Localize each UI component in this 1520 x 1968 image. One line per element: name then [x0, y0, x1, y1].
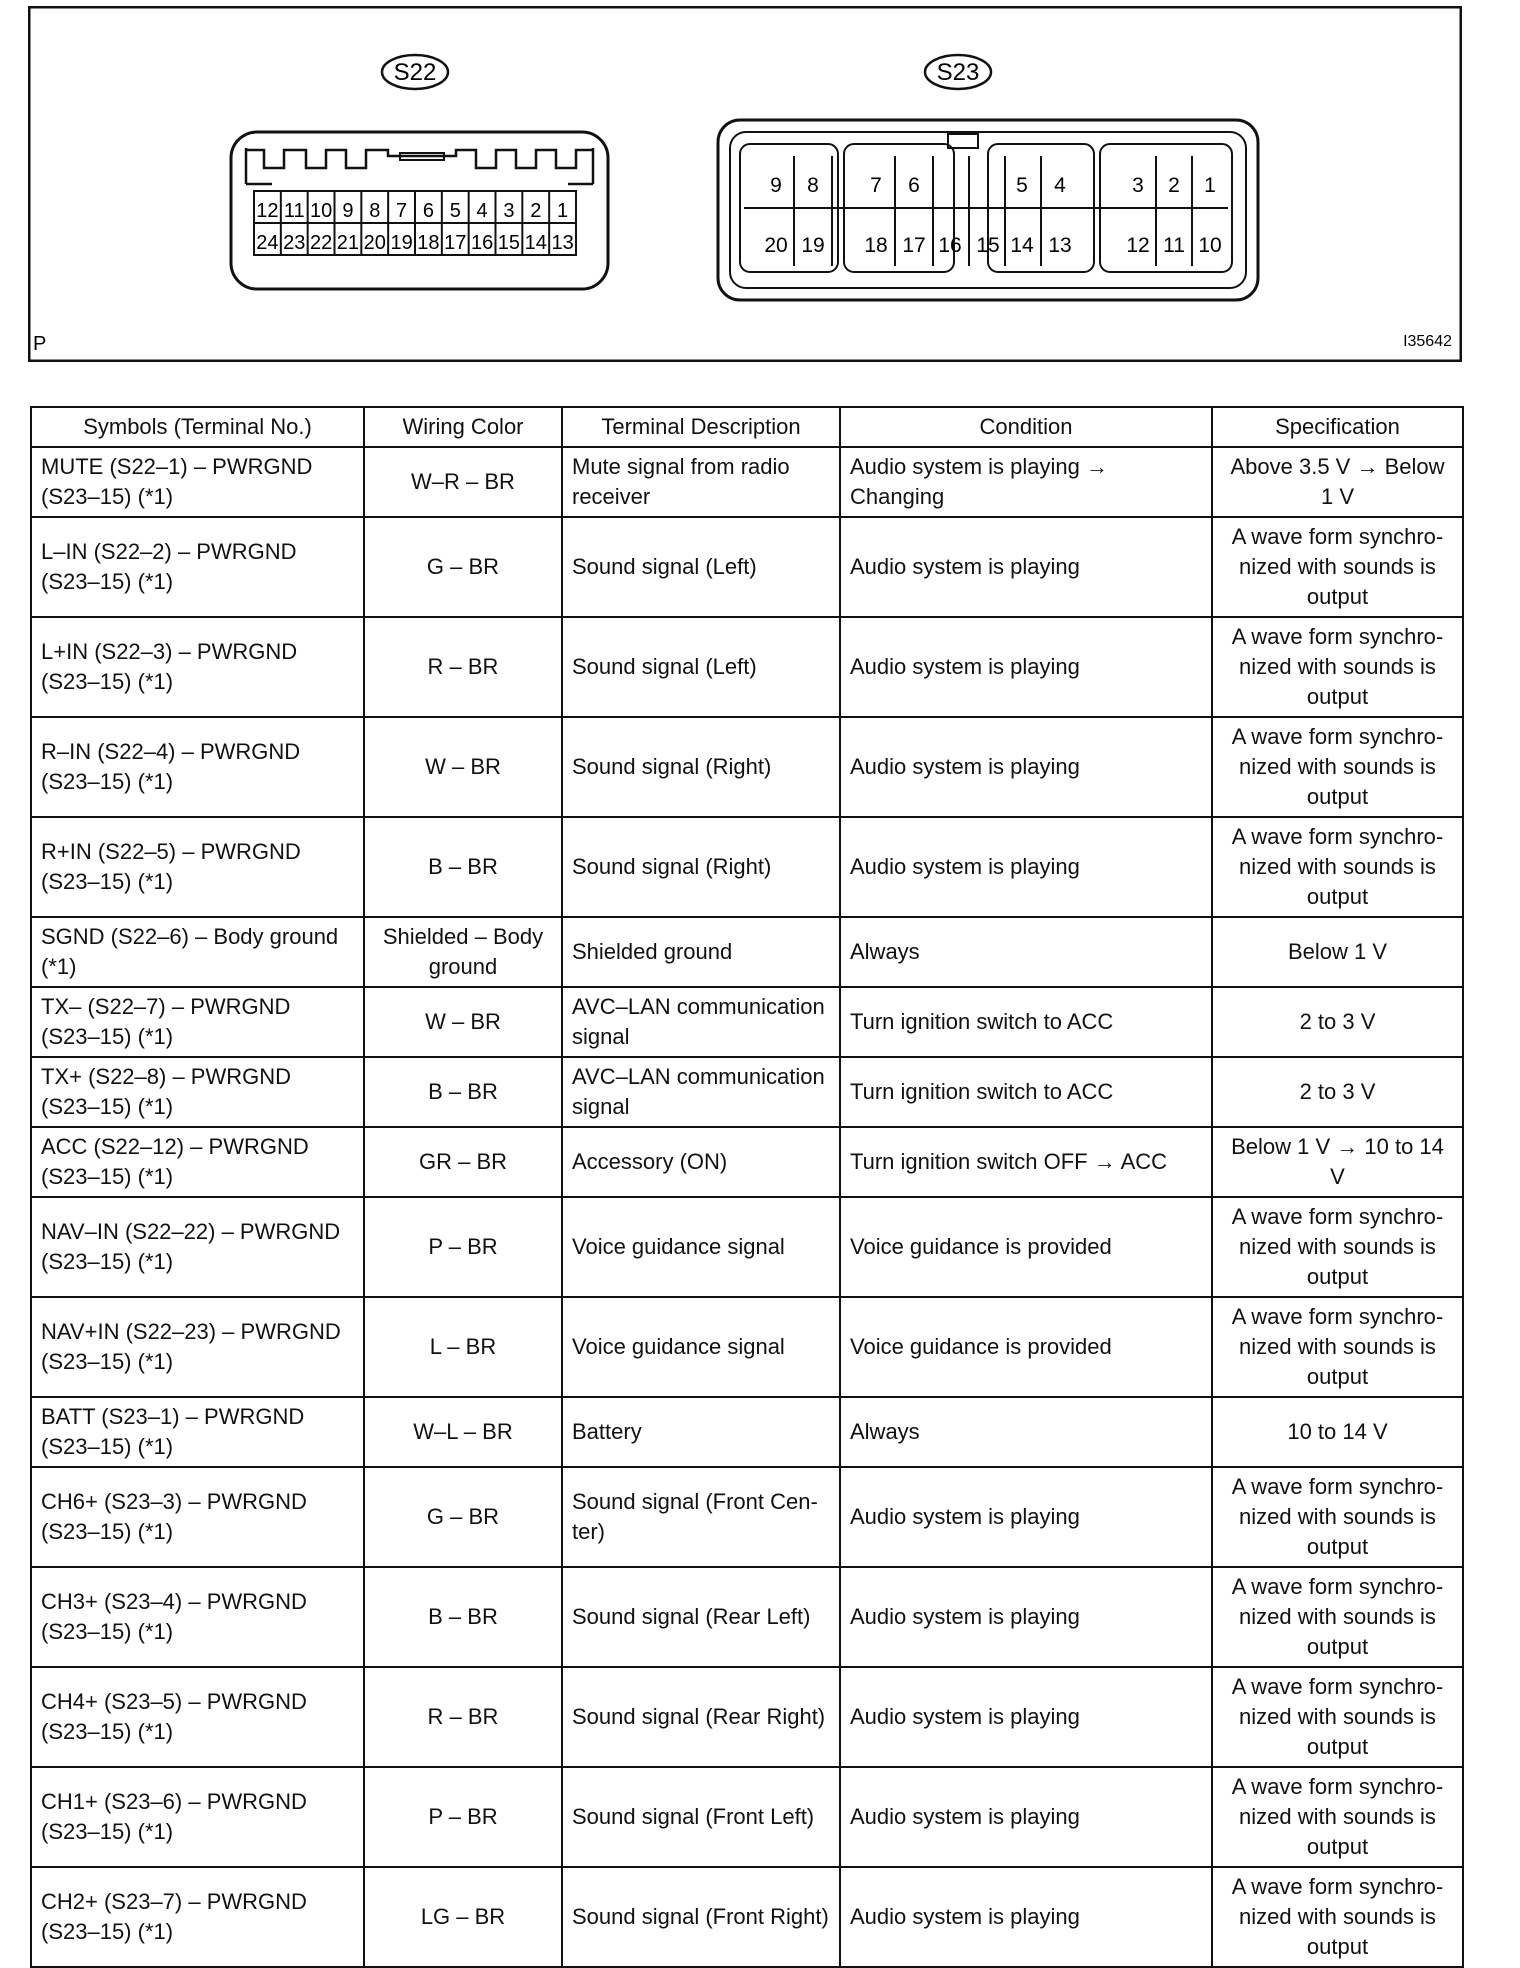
table-cell-condition: Always: [840, 1397, 1212, 1467]
header-condition: Condition: [840, 407, 1212, 447]
pin-label: 2: [1168, 174, 1180, 197]
table-cell-symbol: BATT (S23–1) – PWRGND (S23–15) (*1): [31, 1397, 364, 1467]
table-cell-description: Sound signal (Front Cen-ter): [562, 1467, 840, 1567]
table-cell-wiring-color: P – BR: [364, 1767, 562, 1867]
table-cell-description: AVC–LAN communication signal: [562, 987, 840, 1057]
pin-label: 9: [770, 174, 782, 197]
pin-label: 20: [764, 234, 788, 257]
table-cell-symbol: CH2+ (S23–7) – PWRGND (S23–15) (*1): [31, 1867, 364, 1967]
pin-label: 3: [1132, 174, 1144, 197]
table-cell-wiring-color: L – BR: [364, 1297, 562, 1397]
table-cell-wiring-color: LG – BR: [364, 1867, 562, 1967]
table-cell-condition: Audio system is playing: [840, 1667, 1212, 1767]
table-row: [31, 1127, 1463, 1197]
table-row: [31, 1767, 1463, 1867]
header-terminal-description: Terminal Description: [562, 407, 840, 447]
table-cell-symbol: TX– (S22–7) – PWRGND (S23–15) (*1): [31, 987, 364, 1057]
header-specification: Specification: [1212, 407, 1463, 447]
table-cell-condition: Voice guidance is provided: [840, 1297, 1212, 1397]
table-cell-specification: Below 1 V: [1212, 917, 1463, 987]
table-cell-condition: Audio system is playing: [840, 717, 1212, 817]
table-cell-wiring-color: R – BR: [364, 1667, 562, 1767]
pin-label: 9: [342, 200, 354, 222]
table-row: [31, 917, 1463, 987]
table-row: [31, 717, 1463, 817]
connector-diagram: [28, 6, 1462, 362]
table-cell-specification: A wave form synchro-nized with sounds is output: [1212, 1297, 1463, 1397]
pin-label: 22: [309, 232, 333, 254]
table-row: [31, 1057, 1463, 1127]
pin-label: 6: [908, 174, 920, 197]
table-cell-specification: 2 to 3 V: [1212, 1057, 1463, 1127]
table-cell-symbol: R+IN (S22–5) – PWRGND (S23–15) (*1): [31, 817, 364, 917]
pin-label: 10: [1198, 234, 1222, 257]
table-cell-specification: A wave form synchro-nized with sounds is output: [1212, 1667, 1463, 1767]
table-cell-description: Accessory (ON): [562, 1127, 840, 1197]
table-cell-specification: A wave form synchro-nized with sounds is output: [1212, 617, 1463, 717]
pin-label: 12: [1126, 234, 1150, 257]
table-row: [31, 1197, 1463, 1297]
s22-connector: [231, 132, 608, 289]
table-row: [31, 1567, 1463, 1667]
table-cell-specification: A wave form synchro-nized with sounds is output: [1212, 1767, 1463, 1867]
table-cell-wiring-color: W–L – BR: [364, 1397, 562, 1467]
table-cell-condition: Always: [840, 917, 1212, 987]
table-cell-wiring-color: W – BR: [364, 987, 562, 1057]
table-row: [31, 617, 1463, 717]
table-cell-description: AVC–LAN communication signal: [562, 1057, 840, 1127]
pin-label: 10: [309, 200, 333, 222]
table-cell-condition: Turn ignition switch to ACC: [840, 1057, 1212, 1127]
table-cell-specification: Above 3.5 V → Below 1 V: [1212, 447, 1463, 517]
figure-id: I35642: [1403, 333, 1452, 350]
pin-label: 3: [503, 200, 515, 222]
pin-label: 1: [557, 200, 569, 222]
table-row: [31, 817, 1463, 917]
pin-label: 17: [902, 234, 926, 257]
table-cell-condition: Turn ignition switch OFF → ACC: [840, 1127, 1212, 1197]
pin-label: 14: [1010, 234, 1034, 257]
header-wiring-color: Wiring Color: [364, 407, 562, 447]
table-cell-condition: Audio system is playing: [840, 817, 1212, 917]
table-cell-description: Sound signal (Rear Right): [562, 1667, 840, 1767]
s23-connector: [718, 120, 1258, 300]
table-row: [31, 1467, 1463, 1567]
pin-label: 1: [1204, 174, 1216, 197]
table-cell-specification: A wave form synchro-nized with sounds is output: [1212, 717, 1463, 817]
pin-label: 13: [551, 232, 574, 254]
pin-label: 12: [256, 200, 279, 222]
pin-label: 14: [524, 232, 547, 254]
table-cell-symbol: NAV–IN (S22–22) – PWRGND (S23–15) (*1): [31, 1197, 364, 1297]
table-cell-description: Sound signal (Right): [562, 717, 840, 817]
table-cell-symbol: TX+ (S22–8) – PWRGND (S23–15) (*1): [31, 1057, 364, 1127]
table-cell-description: Shielded ground: [562, 917, 840, 987]
pin-label: 18: [417, 232, 440, 254]
pin-label: 4: [1054, 174, 1066, 197]
table-cell-symbol: CH4+ (S23–5) – PWRGND (S23–15) (*1): [31, 1667, 364, 1767]
table-cell-wiring-color: B – BR: [364, 817, 562, 917]
table-cell-symbol: CH1+ (S23–6) – PWRGND (S23–15) (*1): [31, 1767, 364, 1867]
table-cell-description: Battery: [562, 1397, 840, 1467]
s23-label: S23: [936, 59, 980, 86]
figure-code: P: [33, 333, 47, 355]
table-cell-symbol: CH6+ (S23–3) – PWRGND (S23–15) (*1): [31, 1467, 364, 1567]
table-cell-condition: Turn ignition switch to ACC: [840, 987, 1212, 1057]
table-cell-symbol: NAV+IN (S22–23) – PWRGND (S23–15) (*1): [31, 1297, 364, 1397]
table-cell-specification: A wave form synchro-nized with sounds is output: [1212, 1467, 1463, 1567]
table-cell-description: Sound signal (Left): [562, 617, 840, 717]
table-cell-symbol: R–IN (S22–4) – PWRGND (S23–15) (*1): [31, 717, 364, 817]
table-row: [31, 447, 1463, 517]
table-cell-description: Mute signal from radio receiver: [562, 447, 840, 517]
table-cell-description: Voice guidance signal: [562, 1197, 840, 1297]
pin-label: 8: [369, 200, 381, 222]
table-cell-wiring-color: B – BR: [364, 1567, 562, 1667]
pin-label: 24: [256, 232, 279, 254]
table-cell-specification: A wave form synchro-nized with sounds is output: [1212, 517, 1463, 617]
table-cell-specification: A wave form synchro-nized with sounds is output: [1212, 817, 1463, 917]
table-cell-condition: Voice guidance is provided: [840, 1197, 1212, 1297]
pin-label: 7: [870, 174, 882, 197]
pin-label: 13: [1048, 234, 1072, 257]
pin-label: 8: [807, 174, 819, 197]
table-cell-symbol: SGND (S22–6) – Body ground (*1): [31, 917, 364, 987]
table-cell-description: Sound signal (Front Left): [562, 1767, 840, 1867]
table-cell-specification: A wave form synchro-nized with sounds is output: [1212, 1867, 1463, 1967]
pin-label: 15: [976, 234, 1000, 257]
table-row: [31, 1867, 1463, 1967]
table-cell-description: Sound signal (Left): [562, 517, 840, 617]
table-cell-condition: Audio system is playing: [840, 1567, 1212, 1667]
table-cell-description: Sound signal (Rear Left): [562, 1567, 840, 1667]
table-row: [31, 987, 1463, 1057]
pin-label: 16: [938, 234, 962, 257]
pin-label: 20: [363, 232, 386, 254]
table-cell-wiring-color: P – BR: [364, 1197, 562, 1297]
table-header-row: [31, 407, 1463, 447]
table-cell-specification: A wave form synchro-nized with sounds is output: [1212, 1567, 1463, 1667]
pin-label: 19: [801, 234, 825, 257]
pin-label: 4: [476, 200, 488, 222]
table-cell-specification: Below 1 V → 10 to 14 V: [1212, 1127, 1463, 1197]
table-cell-description: Sound signal (Right): [562, 817, 840, 917]
pin-label: 23: [283, 232, 306, 254]
table-row: [31, 1397, 1463, 1467]
table-cell-wiring-color: W–R – BR: [364, 447, 562, 517]
table-cell-condition: Audio system is playing: [840, 617, 1212, 717]
table-cell-wiring-color: R – BR: [364, 617, 562, 717]
table-row: [31, 1667, 1463, 1767]
table-cell-condition: Audio system is playing: [840, 517, 1212, 617]
table-cell-specification: 2 to 3 V: [1212, 987, 1463, 1057]
pin-label: 11: [283, 200, 305, 222]
pin-label: 16: [470, 232, 494, 254]
table-cell-wiring-color: B – BR: [364, 1057, 562, 1127]
table-cell-condition: Audio system is playing → Changing: [840, 447, 1212, 517]
pin-label: 11: [1163, 234, 1185, 257]
table-cell-condition: Audio system is playing: [840, 1867, 1212, 1967]
table-cell-symbol: ACC (S22–12) – PWRGND (S23–15) (*1): [31, 1127, 364, 1197]
pin-label: 6: [422, 200, 434, 222]
table-cell-condition: Audio system is playing: [840, 1467, 1212, 1567]
table-row: [31, 1297, 1463, 1397]
table-cell-wiring-color: W – BR: [364, 717, 562, 817]
table-cell-symbol: L–IN (S22–2) – PWRGND (S23–15) (*1): [31, 517, 364, 617]
pin-label: 5: [449, 200, 461, 222]
s22-label: S22: [393, 59, 437, 86]
pin-label: 19: [390, 232, 413, 254]
pin-label: 17: [444, 232, 467, 254]
table-cell-symbol: CH3+ (S23–4) – PWRGND (S23–15) (*1): [31, 1567, 364, 1667]
table-cell-specification: A wave form synchro-nized with sounds is output: [1212, 1197, 1463, 1297]
table-row: [31, 517, 1463, 617]
pin-label: 5: [1016, 174, 1028, 197]
terminal-spec-table: [30, 406, 1464, 1968]
table-cell-symbol: L+IN (S22–3) – PWRGND (S23–15) (*1): [31, 617, 364, 717]
header-symbols: Symbols (Terminal No.): [31, 407, 364, 447]
table-cell-description: Sound signal (Front Right): [562, 1867, 840, 1967]
pin-label: 21: [336, 232, 360, 254]
pin-label: 15: [497, 232, 521, 254]
table-cell-wiring-color: GR – BR: [364, 1127, 562, 1197]
table-cell-specification: 10 to 14 V: [1212, 1397, 1463, 1467]
table-cell-wiring-color: G – BR: [364, 1467, 562, 1567]
table-cell-description: Voice guidance signal: [562, 1297, 840, 1397]
table-cell-wiring-color: G – BR: [364, 517, 562, 617]
table-cell-wiring-color: Shielded – Body ground: [364, 917, 562, 987]
table-cell-condition: Audio system is playing: [840, 1767, 1212, 1867]
pin-label: 2: [530, 200, 542, 222]
pin-label: 18: [864, 234, 888, 257]
pin-label: 7: [396, 200, 408, 222]
table-cell-symbol: MUTE (S22–1) – PWRGND (S23–15) (*1): [31, 447, 364, 517]
